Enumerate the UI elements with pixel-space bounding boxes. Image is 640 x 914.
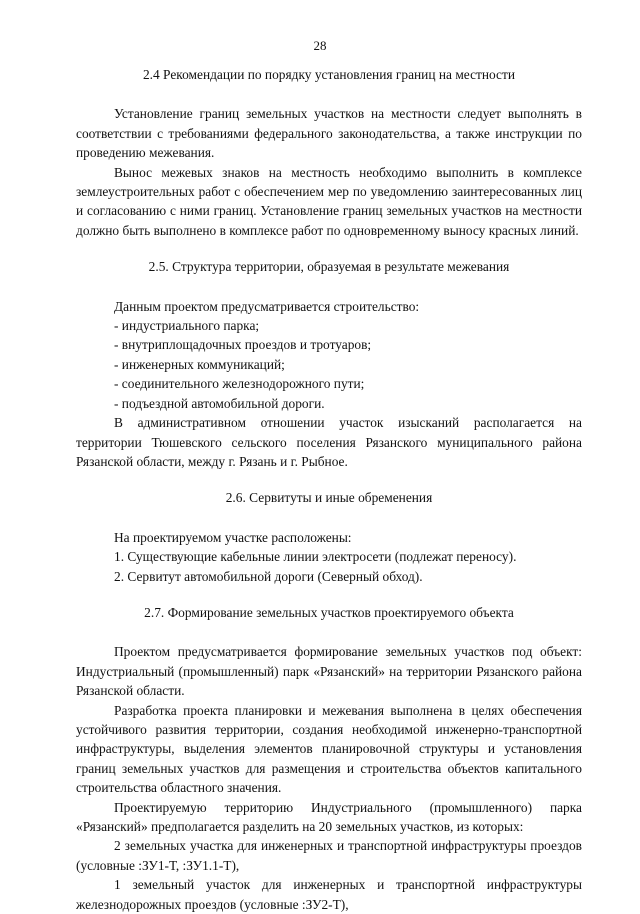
list-item: 1. Существующие кабельные линии электросети (подлежат переносу). bbox=[114, 549, 517, 565]
list-item: - инженерных коммуникаций; bbox=[114, 356, 285, 372]
paragraph: В административном отношении участок изысканий располагается на территории Тюшевского сельского поселения Рязанского муниципального района Рязанской области, между г. Рязань и г. Рыбное. bbox=[76, 415, 582, 469]
paragraph: Проектом предусматривается формирование земельных участков под объект: Индустриальный (промышленный) парк «Рязанский» на территории Рязанского района Рязанской области. bbox=[76, 644, 582, 699]
paragraph: На проектируемом участке расположены: bbox=[114, 529, 352, 545]
paragraph: 1 земельный участок для инженерных и транспортной инфраструктуры железнодорожных проездов (условные :ЗУ2-Т), bbox=[76, 877, 582, 912]
paragraph: Проектируемую территорию Индустриального (промышленного) парка «Рязанский» предполагается разделить на 20 земельных участков, из которых: bbox=[76, 799, 582, 834]
paragraph: Данным проектом предусматривается строительство: bbox=[114, 298, 420, 314]
paragraph: 2 земельных участка для инженерных и транспортной инфраструктуры проездов (условные :ЗУ1-Т, :ЗУ1.1-Т), bbox=[76, 838, 582, 873]
paragraph: Вынос межевых знаков на местность необходимо выполнить в комплексе землеустроительных работ с обеспечением мер по уведомлению заинтересованных лиц и согласованию с ними границ. Установление границ земельных участков на местности должно быть выполнено в комплексе работ по одновременному выносу красных линий. bbox=[76, 164, 582, 238]
page-number: 28 bbox=[313, 38, 327, 53]
list-item: 2. Сервитут автомобильной дороги (Северный обход). bbox=[114, 568, 423, 584]
list-item: - индустриального парка; bbox=[114, 318, 260, 334]
list-item: - подъездной автомобильной дороги. bbox=[114, 395, 325, 411]
paragraph: Разработка проекта планировки и межевания выполнена в целях обеспечения устойчивого развития территории, создания необходимой инженерно-транспортной инфраструктуры, выделения элементов планировочной структуры и установления границ земельных участков для размещения и строительства объектов капитального строительства областного значения. bbox=[76, 702, 582, 796]
paragraph: Установление границ земельных участков на местности следует выполнять в соответствии с требованиями федерального законодательства, а также инструкции по проведению межевания. bbox=[76, 106, 582, 161]
document-body bbox=[76, 65, 582, 914]
section-heading-2-5: 2.5. Структура территории, образуемая в результате межевания bbox=[148, 259, 510, 275]
list-item: - внутриплощадочных проездов и тротуаров; bbox=[114, 337, 372, 353]
section-heading-2-4: 2.4 Рекомендации по порядку установления границ на местности bbox=[142, 67, 516, 82]
section-heading-2-6: 2.6. Сервитуты и иные обременения bbox=[225, 490, 433, 506]
section-heading-2-7: 2.7. Формирование земельных участков проектируемого объекта bbox=[144, 604, 514, 620]
list-item: - соединительного железнодорожного пути; bbox=[114, 376, 365, 392]
